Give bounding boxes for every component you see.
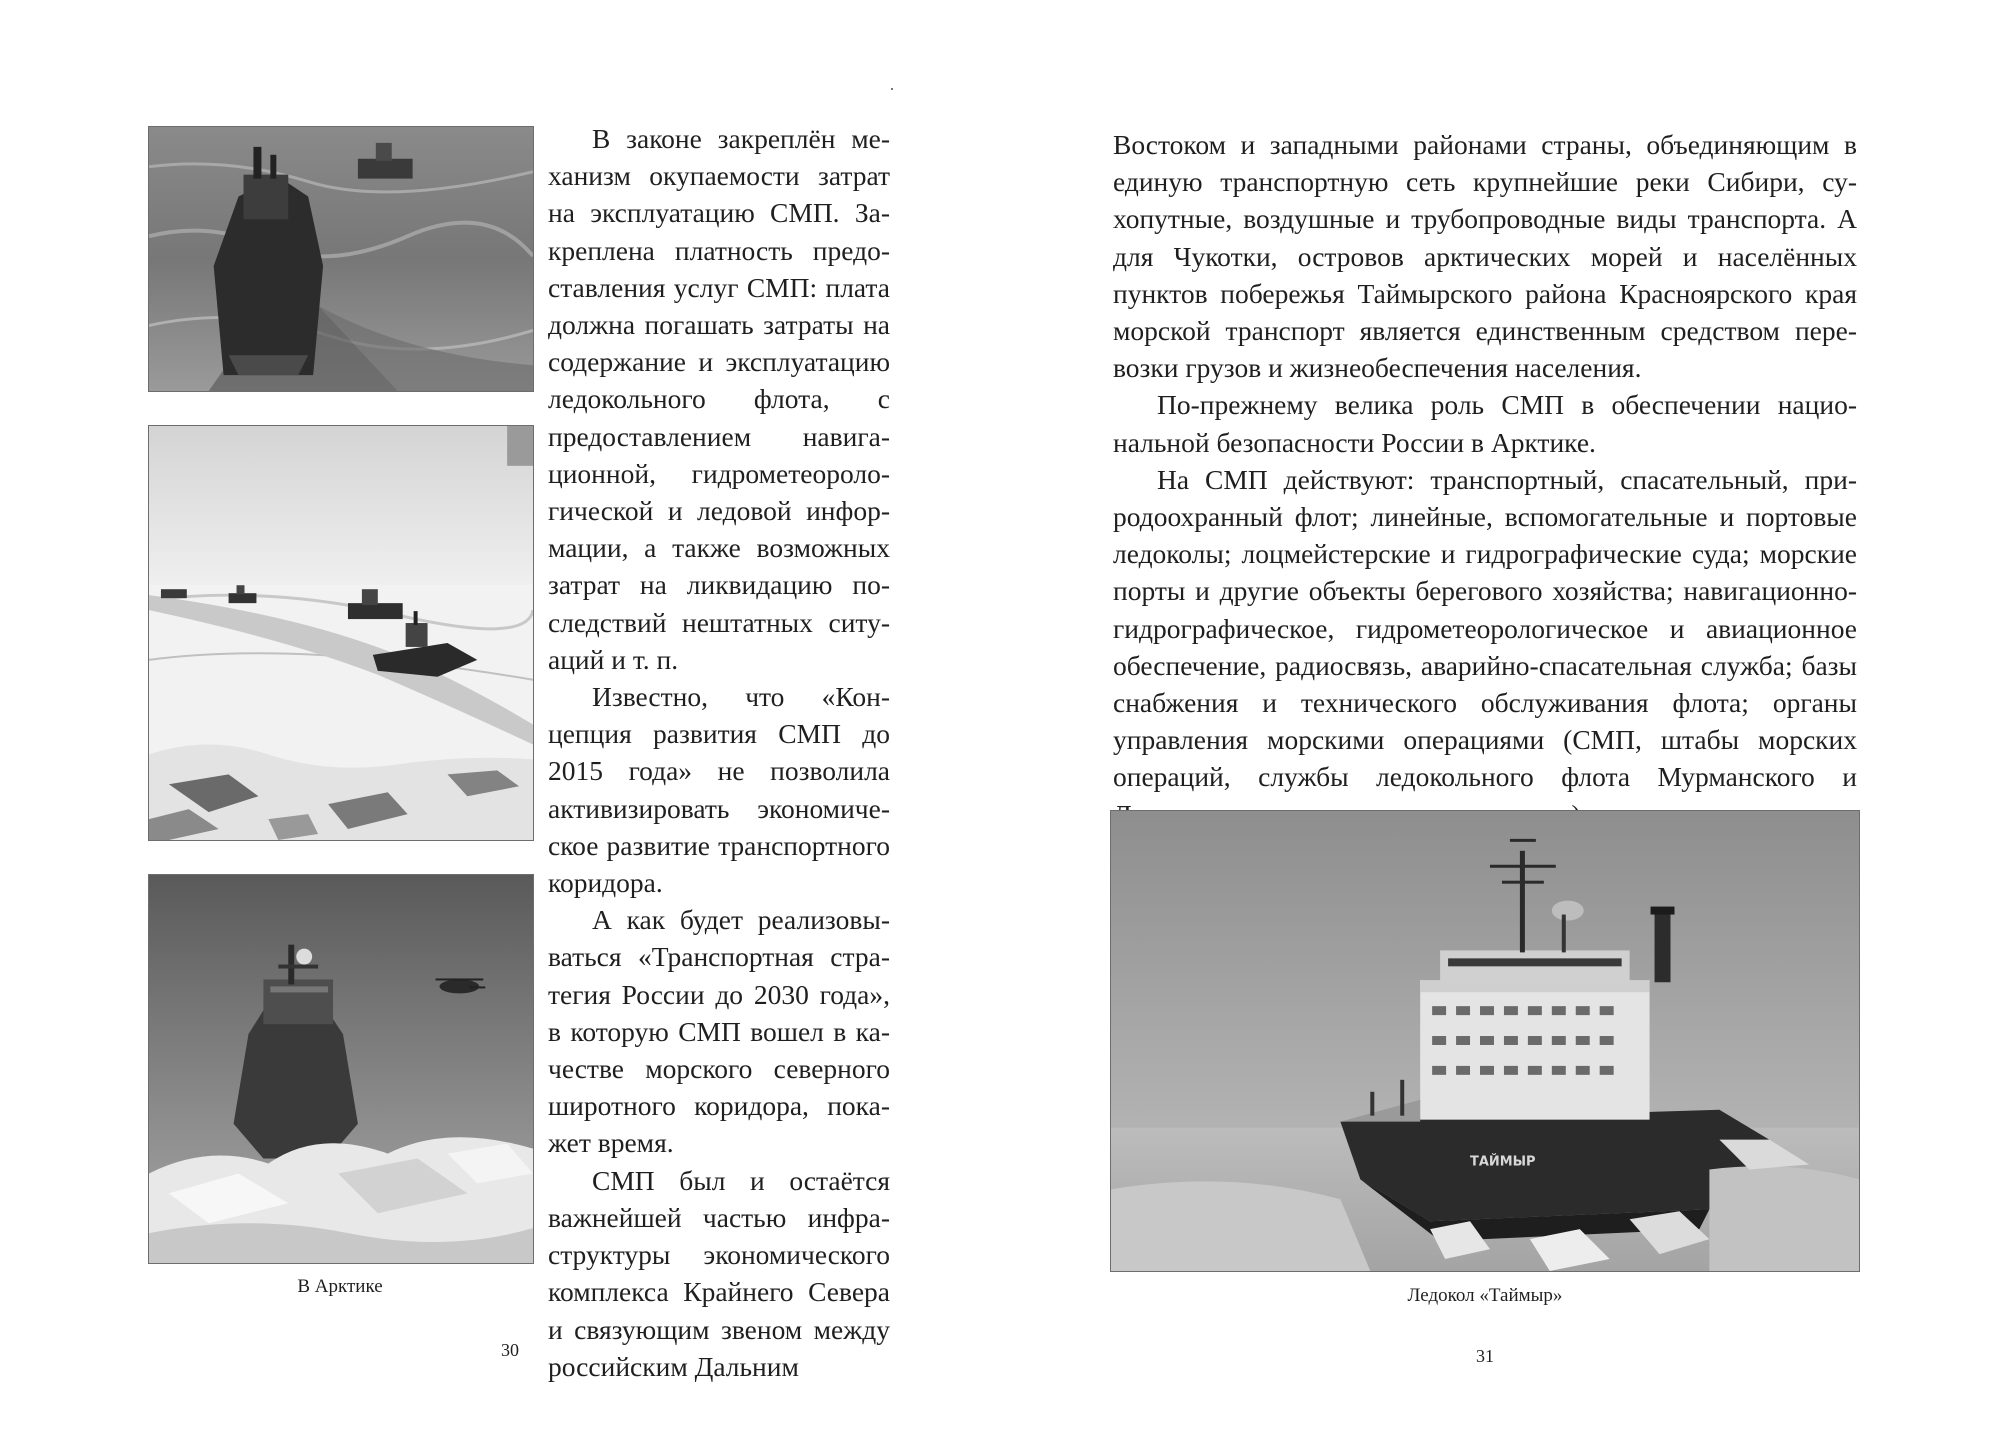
paragraph: На СМП действуют: транспортный, спасательный, природоохранный флот; линейные, вспомогательные и портовые ледоколы; лоцмейстерские и гидрографические суда; морские порты и другие объекты берегового хозяйства; навигационно-гидрографическое, гидрометеорологическое и авиационное обеспечение, радиосвязь, аварийно-спасательная служба; базы снабжения и технического обслуживания флота; органы управления морскими операциями (СМП, штабы морских операций, службы ледокольного флота Мурманского и — [1113, 463, 1857, 793]
paragraph: Известно, что «Концепция развития СМП до 2015 года» не позволила активизировать экономическое развитие транспортного коридора. — [548, 681, 890, 899]
page-number: 30 — [501, 1340, 519, 1360]
paragraph: А как будет реализовываться «Транспортная стратегия России до 2030 года», в которую СМП вошел в качестве морского северного широтного коридора, покажет время. — [548, 904, 890, 1159]
hull-name: ТАЙМЫР — [1470, 1154, 1536, 1170]
crop-mark — [891, 88, 893, 90]
page-number: 31 — [1476, 1346, 1494, 1366]
paragraph: По-прежнему велика роль СМП в обеспечении национальной безопасности России в Арктике. — [1113, 389, 1857, 458]
photo-caption: В Арктике — [297, 1276, 383, 1297]
right-page — [1000, 0, 2000, 1451]
photo-convoy-in-ice — [148, 425, 534, 841]
photo-icebreaker-aerial — [148, 126, 534, 392]
photo-caption: Ледокол «Таймыр» — [1407, 1285, 1563, 1306]
photo-icebreaker-helicopter — [148, 874, 534, 1264]
right-text-column — [1113, 126, 1857, 833]
paragraph: В законе закреплён механизм окупаемости затрат на эксплуатацию СМП. Закреплена платность предоставления услуг СМП: плата должна погашать затраты на содержание и эксплуатацию ледокольного флота, с предоставлением навигационной, гидрометеорологической и ледовой информации, а также возможных затрат на ликвидацию последствий нештатных ситуаций и т. п. — [548, 123, 890, 675]
photo-icebreaker-taymyr — [1110, 810, 1860, 1272]
paragraph-continued: Востоком и западными районами страны, объединяющим в единую транспортную сеть крупнейшие реки Сибири, сухопутные, воздушные и трубопроводные виды транспорта. А для Чукотки, островов арктических морей и населённых пунктов побережья Таймырского района Красноярского края морской транспорт является единственным средством перевозки грузов и жизнеобеспечения населения. — [1113, 129, 1857, 384]
paragraph: СМП был и остаётся важнейшей частью инфраструктуры экономического комплекса Крайнего Севера и связующим звеном между российским Дальним — [548, 1164, 890, 1382]
left-text-column — [548, 120, 890, 1385]
